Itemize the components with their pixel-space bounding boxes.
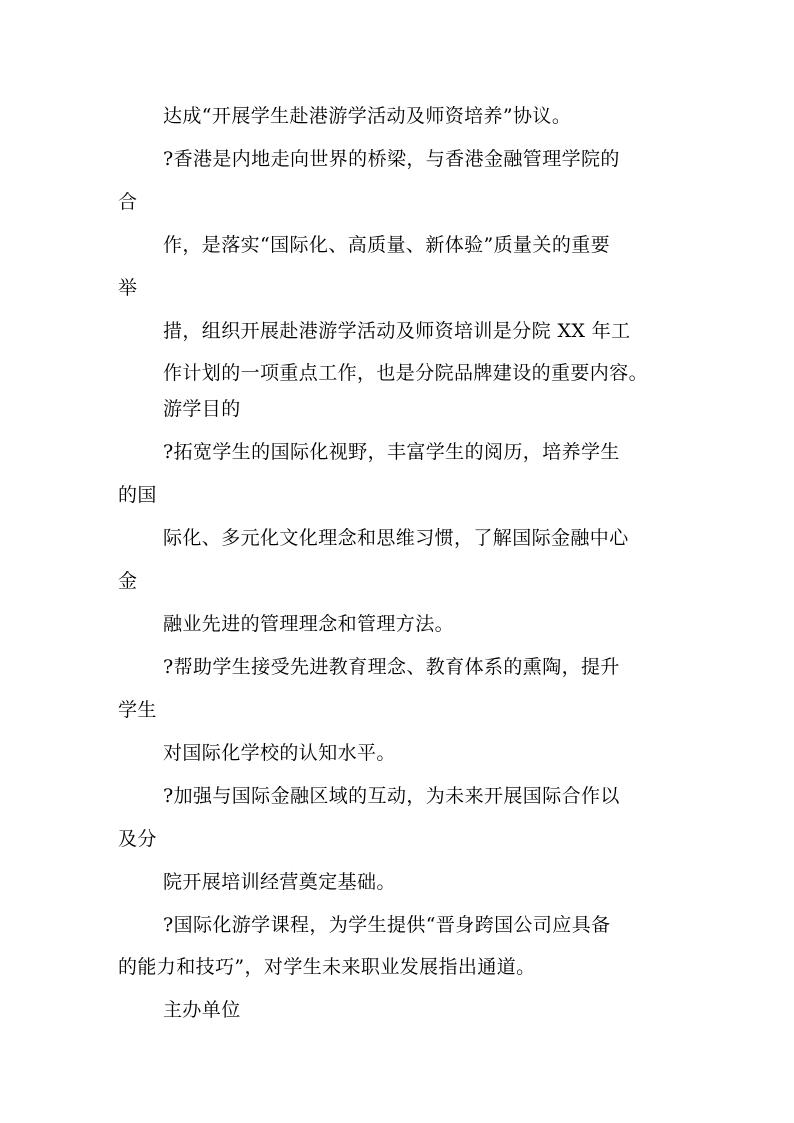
paragraph-line: ?国际化游学课程，为学生提供“晋身跨国公司应具备 — [163, 914, 611, 936]
section-heading: 游学目的 — [163, 398, 241, 420]
paragraph-line: 融业先进的管理理念和管理方法。 — [163, 613, 455, 635]
paragraph-line: 达成“开展学生赴港游学活动及师资培养”协议。 — [163, 105, 572, 127]
paragraph-line: 作计划的一项重点工作，也是分院品牌建设的重要内容。 — [163, 362, 649, 384]
paragraph-line: ?加强与国际金融区域的互动，为未来开展国际合作以 — [163, 785, 620, 807]
paragraph-line: ?帮助学生接受先进教育理念、教育体系的熏陶，提升 — [163, 656, 620, 678]
paragraph-line: 院开展培训经营奠定基础。 — [163, 871, 396, 893]
paragraph-line: 对国际化学校的认知水平。 — [163, 742, 396, 764]
paragraph-line: 及分 — [118, 828, 157, 850]
paragraph-line: 措，组织开展赴港游学活动及师资培训是分院 XX 年工 — [163, 320, 631, 342]
paragraph-line: 金 — [118, 570, 138, 592]
section-heading: 主办单位 — [163, 999, 241, 1021]
paragraph-line: ?拓宽学生的国际化视野，丰富学生的阅历，培养学生 — [163, 441, 620, 463]
paragraph-line: 举 — [118, 277, 138, 299]
paragraph-line: 的国 — [118, 484, 157, 506]
paragraph-line: 际化、多元化文化理念和思维习惯，了解国际金融中心 — [163, 527, 629, 549]
paragraph-line: 合 — [118, 191, 138, 213]
paragraph-line: 作，是落实“国际化、高质量、新体验”质量关的重要 — [163, 234, 611, 256]
paragraph-line: 学生 — [118, 699, 157, 721]
paragraph-line: ?香港是内地走向世界的桥梁，与香港金融管理学院的 — [163, 148, 620, 170]
paragraph-line: 的能力和技巧”，对学生未来职业发展指出通道。 — [118, 956, 536, 978]
